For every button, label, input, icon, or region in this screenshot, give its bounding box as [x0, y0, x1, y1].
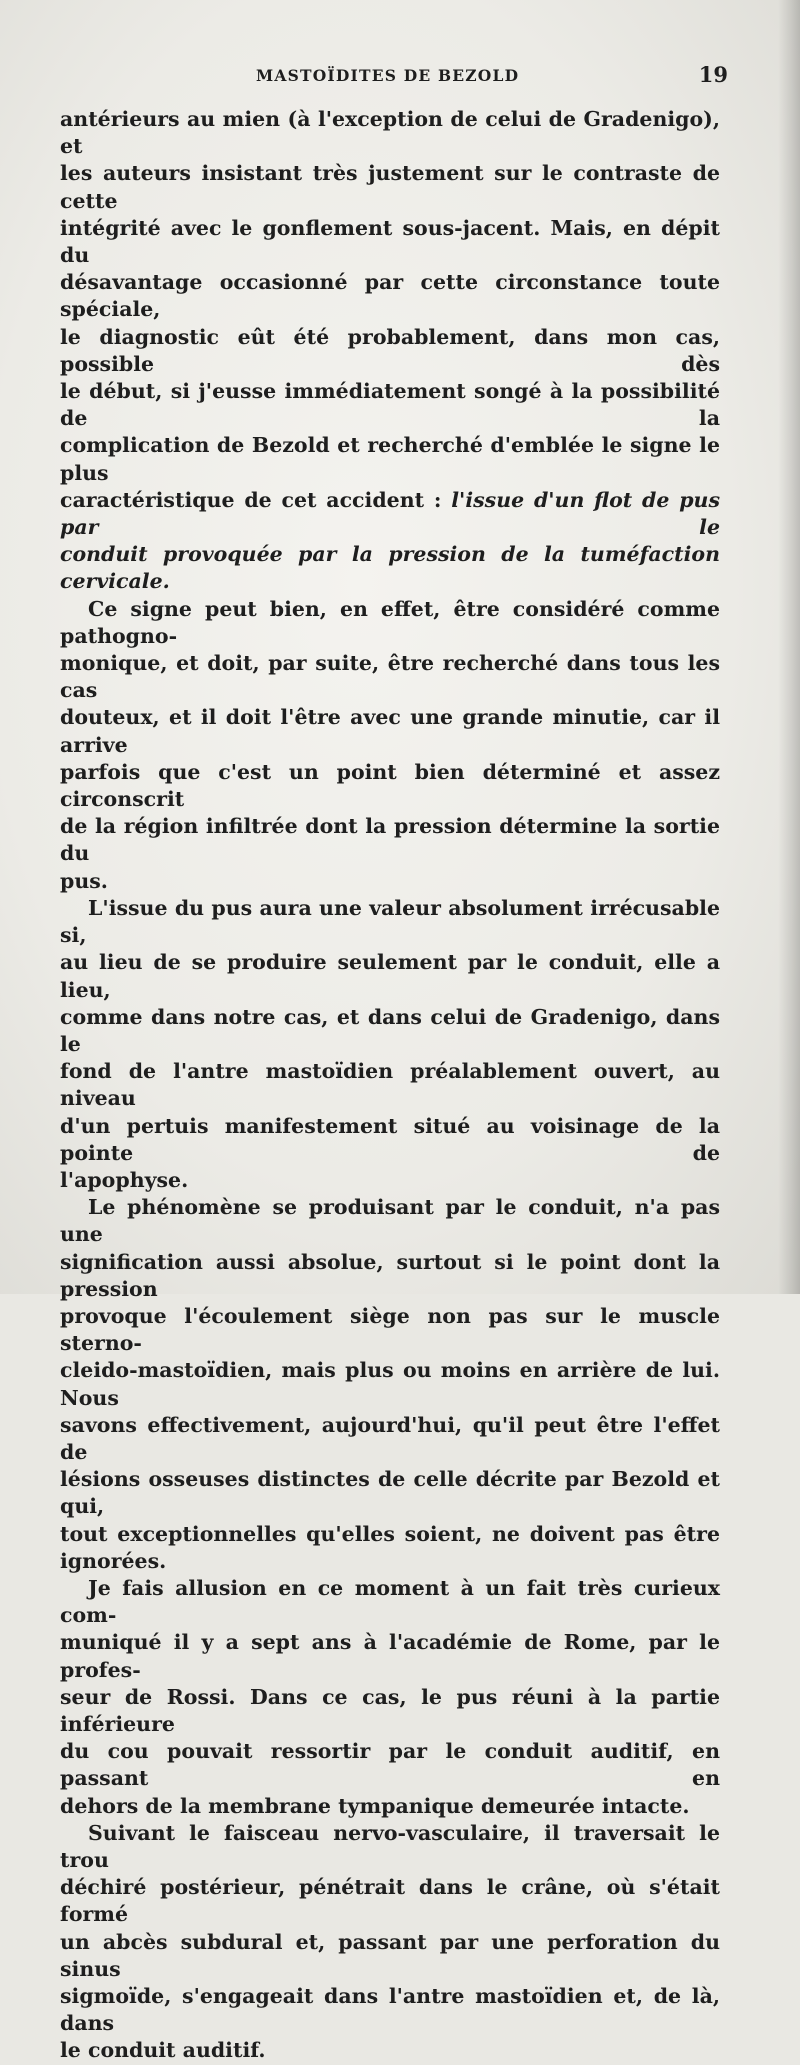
text-line: les auteurs insistant très justement sur le contraste de cette: [60, 161, 720, 213]
text-line: provoque l'écoulement siège non pas sur le muscle sterno-: [60, 1303, 720, 1356]
text-line: le diagnostic eût été probablement, dans mon cas, possible dès: [60, 324, 720, 376]
text-line: l'apophyse.: [60, 1167, 189, 1192]
text-segment: caractéristique de cet accident :: [60, 487, 452, 512]
text-line: Je fais allusion en ce moment à un fait très curieux com-: [60, 1575, 720, 1628]
text-line: savons effectivement, aujourd'hui, qu'il peut être l'effet de: [60, 1412, 720, 1464]
text-line: complication de Bezold et recherché d'emblée le signe le plus: [60, 433, 720, 485]
text-line: le conduit auditif.: [60, 2038, 266, 2063]
text-line: intégrité avec le gonflement sous-jacent. Mais, en dépit du: [60, 215, 720, 268]
body-text: [60, 106, 720, 2065]
text-line: désavantage occasionné par cette circonstance toute spéciale,: [60, 270, 720, 322]
text-line: tout exceptionnelles qu'elles soient, ne doivent pas être: [60, 1521, 720, 1546]
text-line: du cou pouvait ressortir par le conduit auditif, en passant en: [60, 1739, 720, 1791]
text-line: pus.: [60, 868, 108, 893]
text-line: dehors de la membrane tympanique demeurée intacte.: [60, 1793, 690, 1818]
text-line: au lieu de se produire seulement par le conduit, elle a lieu,: [60, 950, 720, 1002]
text-line-italic: conduit provoquée par la pression de la tuméfaction cervicale.: [60, 542, 720, 594]
page-edge-shadow: [778, 0, 800, 1294]
text-line: antérieurs au mien (à l'exception de celui de Gradenigo), et: [60, 107, 720, 159]
text-line: cleido-mastoïdien, mais plus ou moins en arrière de lui. Nous: [60, 1358, 720, 1410]
text-line: [60, 487, 720, 541]
text-line: un abcès subdural et, passant par une perforation du sinus: [60, 1929, 720, 1981]
text-line: déchiré postérieur, pénétrait dans le crâne, où s'était formé: [60, 1875, 720, 1927]
text-line: muniqué il y a sept ans à l'académie de Rome, par le profes-: [60, 1630, 720, 1682]
text-line: fond de l'antre mastoïdien préalablement ouvert, au niveau: [60, 1059, 720, 1111]
text-line: lésions osseuses distinctes de celle décrite par Bezold et qui,: [60, 1467, 720, 1519]
text-line: ignorées.: [60, 1548, 167, 1573]
text-line: parfois que c'est un point bien déterminé et assez circonscrit: [60, 759, 720, 812]
text-line: d'un pertuis manifestement situé au voisinage de la pointe de: [60, 1113, 720, 1165]
page-number: 19: [698, 62, 728, 87]
text-line: Le phénomène se produisant par le conduit, n'a pas une: [60, 1195, 720, 1247]
text-line: Ce signe peut bien, en effet, être considéré comme pathogno-: [60, 596, 720, 648]
text-line: L'issue du pus aura une valeur absolument irrécusable si,: [60, 895, 720, 948]
running-head-title: MASTOÏDITES DE BEZOLD: [256, 66, 520, 85]
text-line: comme dans notre cas, et dans celui de Gradenigo, dans le: [60, 1004, 720, 1056]
text-line: seur de Rossi. Dans ce cas, le pus réuni à la partie inférieure: [60, 1684, 720, 1736]
text-line: de la région infiltrée dont la pression détermine la sortie du: [60, 814, 720, 866]
text-line: monique, et doit, par suite, être recherché dans tous les cas: [60, 651, 720, 703]
text-line: le début, si j'eusse immédiatement songé à la possibilité de la: [60, 379, 720, 431]
running-head: [60, 62, 728, 92]
text-line: douteux, et il doit l'être avec une grande minutie, car il arrive: [60, 705, 720, 757]
italic-segment: l'issue d'un flot de pus par le: [60, 487, 720, 540]
text-line: sigmoïde, s'engageait dans l'antre mastoïdien et, de là, dans: [60, 1984, 720, 2036]
text-line: signification aussi absolue, surtout si le point dont la pression: [60, 1249, 720, 1301]
text-line: Suivant le faisceau nervo-vasculaire, il traversait le trou: [60, 1820, 720, 1872]
